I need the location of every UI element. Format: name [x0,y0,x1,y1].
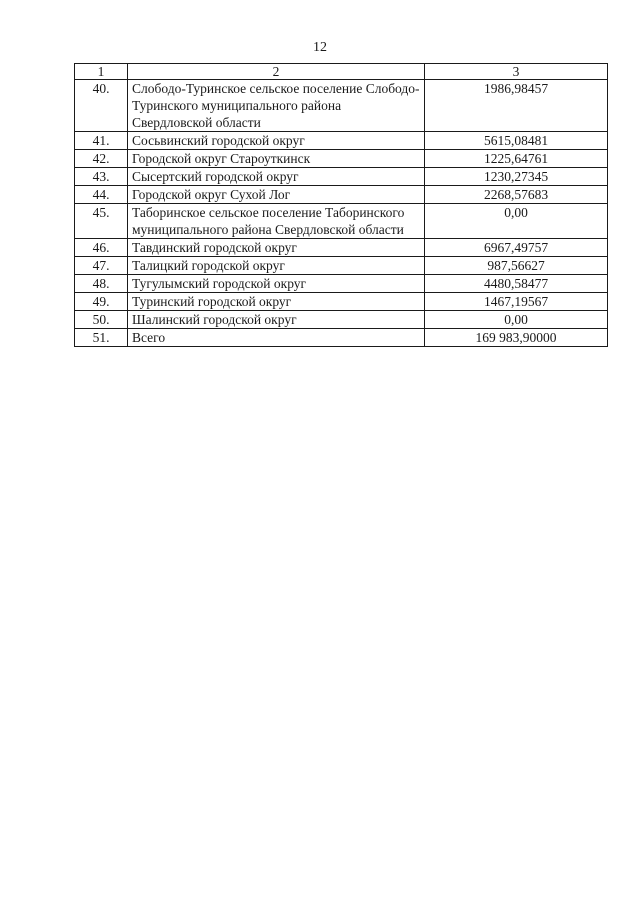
row-name-cell: Слободо-Туринское сельское поселение Слободо-Туринского муниципального района Свердловской области [128,80,425,132]
row-number-cell: 48. [75,275,128,293]
table-row [75,80,608,132]
column-header-number: 1 [75,64,128,80]
row-number-cell: 41. [75,132,128,150]
row-value-cell: 169 983,90000 [425,329,608,347]
row-number-cell: 45. [75,204,128,239]
row-name-cell: Тугулымский городской округ [128,275,425,293]
row-value-cell: 1225,64761 [425,150,608,168]
table-row [75,293,608,311]
row-value-cell: 987,56627 [425,257,608,275]
row-name-cell: Всего [128,329,425,347]
allocation-table [74,63,608,347]
row-name-cell: Талицкий городской округ [128,257,425,275]
table-row [75,168,608,186]
row-number-cell: 51. [75,329,128,347]
row-number-cell: 50. [75,311,128,329]
table-header-row [75,64,608,80]
row-number-cell: 43. [75,168,128,186]
row-name-cell: Таборинское сельское поселение Таборинского муниципального района Свердловской области [128,204,425,239]
row-name-cell: Туринский городской округ [128,293,425,311]
row-name-cell: Городской округ Сухой Лог [128,186,425,204]
table-row [75,150,608,168]
row-number-cell: 49. [75,293,128,311]
table-row [75,132,608,150]
table-row [75,311,608,329]
row-name-cell: Сысертский городской округ [128,168,425,186]
row-value-cell: 4480,58477 [425,275,608,293]
row-value-cell: 2268,57683 [425,186,608,204]
row-value-cell: 5615,08481 [425,132,608,150]
row-value-cell: 0,00 [425,204,608,239]
row-value-cell: 6967,49757 [425,239,608,257]
row-name-cell: Сосьвинский городской округ [128,132,425,150]
table-row [75,239,608,257]
row-number-cell: 47. [75,257,128,275]
column-header-name: 2 [128,64,425,80]
page-number: 12 [313,40,327,55]
row-value-cell: 0,00 [425,311,608,329]
table-row [75,275,608,293]
row-number-cell: 44. [75,186,128,204]
row-name-cell: Шалинский городской округ [128,311,425,329]
row-number-cell: 42. [75,150,128,168]
row-name-cell: Тавдинский городской округ [128,239,425,257]
column-header-value: 3 [425,64,608,80]
row-number-cell: 40. [75,80,128,132]
row-value-cell: 1467,19567 [425,293,608,311]
table-row [75,329,608,347]
table-row [75,186,608,204]
table-row [75,257,608,275]
row-number-cell: 46. [75,239,128,257]
row-name-cell: Городской округ Староуткинск [128,150,425,168]
row-value-cell: 1986,98457 [425,80,608,132]
row-value-cell: 1230,27345 [425,168,608,186]
table-row [75,204,608,239]
